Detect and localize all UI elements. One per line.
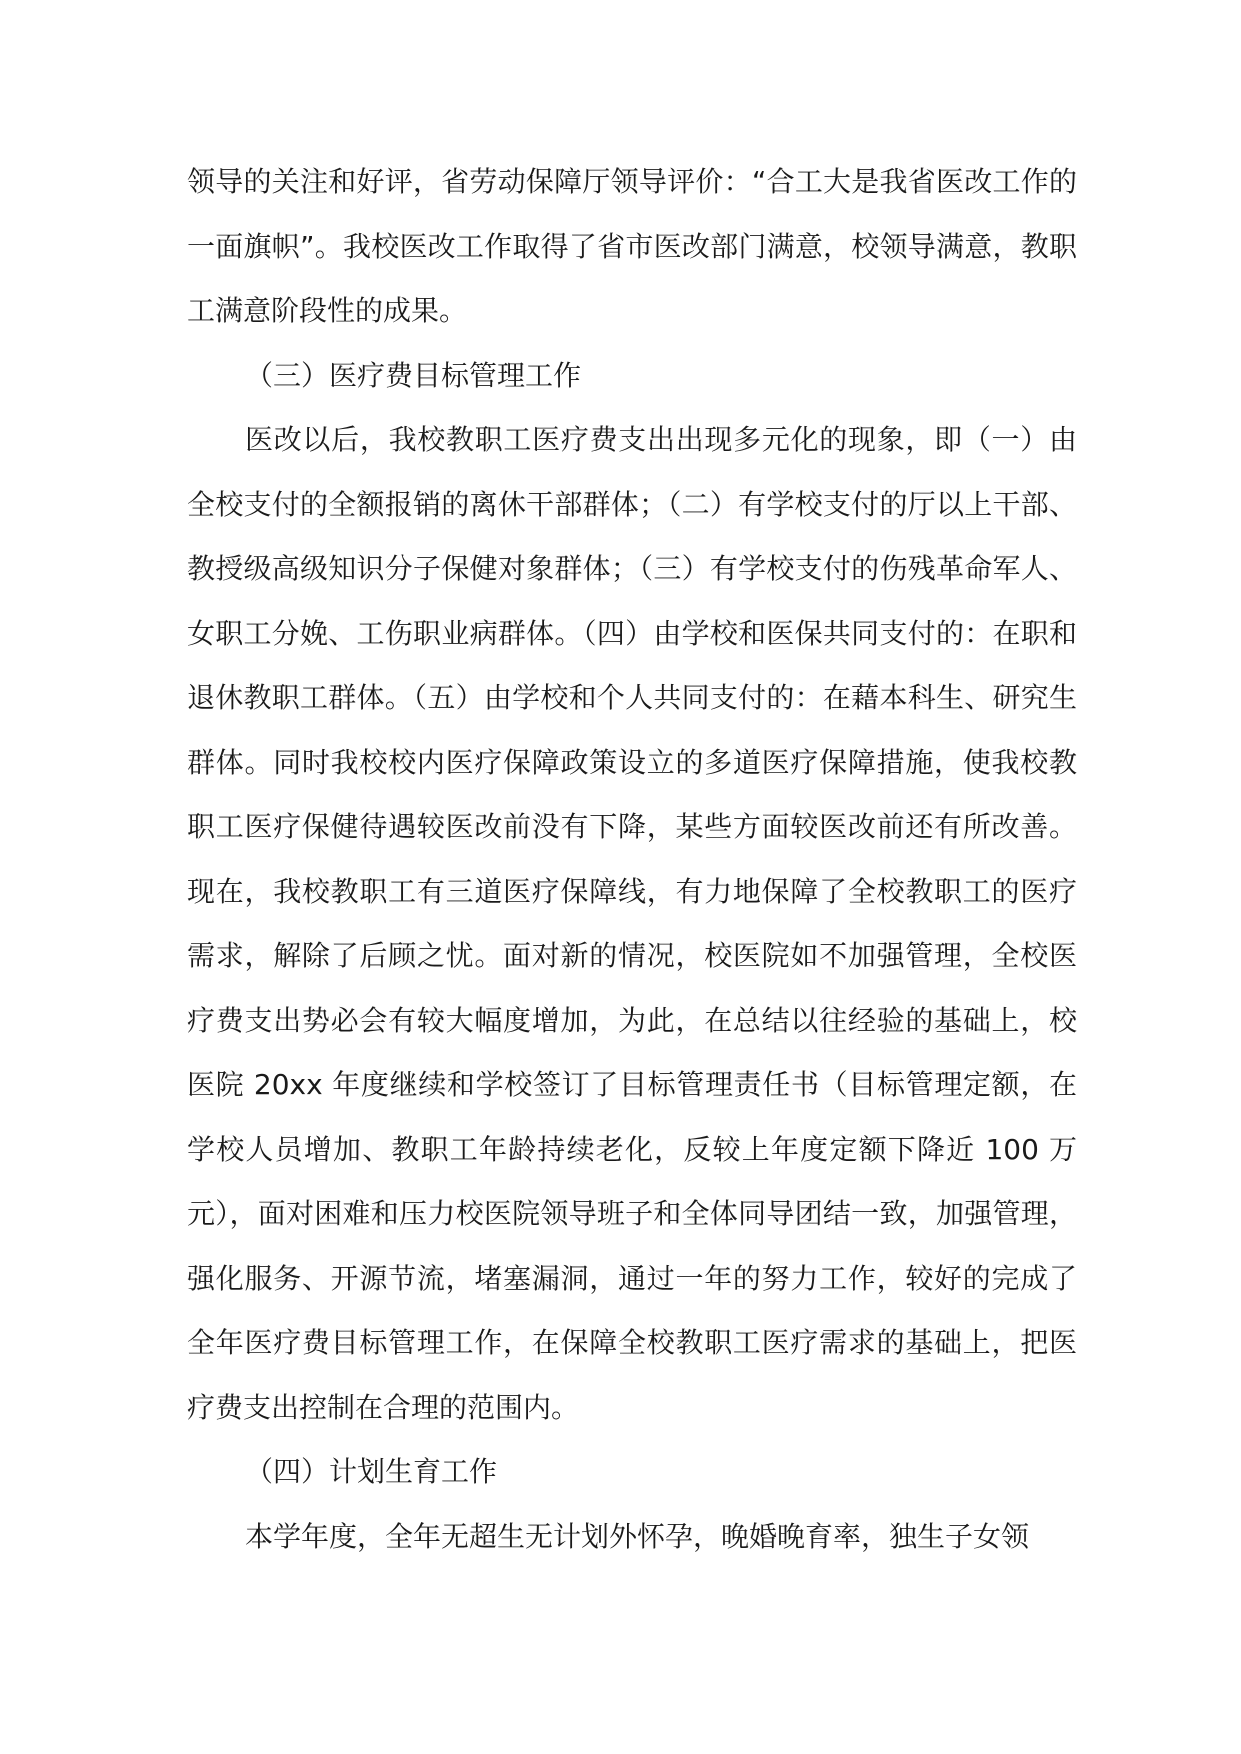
section-heading-three: （三）医疗费目标管理工作 xyxy=(245,358,582,392)
document-body xyxy=(187,150,1077,1569)
paragraph-continuation: 领导的关注和好评，省劳动保障厅领导评价：“合工大是我省医改工作的一面旗帜”。我校医改工作取得了省市医改部门满意，校领导满意，教职工满意阶段性的成果。 xyxy=(187,165,1077,327)
paragraph-family-planning: 本学年度，全年无超生无计划外怀孕，晚婚晚育率，独生子女领 xyxy=(245,1519,1030,1553)
paragraph-medical-cost-management: 医改以后，我校教职工医疗费支出出现多元化的现象，即（一）由全校支付的全额报销的离休干部群体；（二）有学校支付的厅以上干部、教授级高级知识分子保健对象群体；（三）有学校支付的伤残革命军人、女职工分娩、工伤职业病群体。（四）由学校和医保共同支付的：在职和退休教职工群体。（五）由学校和个人共同支付的：在藉本科生、研究生群体。同时我校校内医疗保障政策设立的多道医疗保障措施，使我校教职工医疗保健待遇较医改前没有下降，某些方面较医改前还有所改善。现在，我校教职工有三道医疗保障线，有力地保障了全校教职工的医疗需求，解除了后顾之忧。面对新的情况，校医院如不加强管理，全校医疗费支出势必会有较大幅度增加，为此，在总结以往经验的基础上，校医院 20xx 年度继续和学校签订了目标管理责任书（目标管理定额，在学校人员增加、教职工年龄持续老化，反较上年度定额下降近 100 万元），面对困难和压力校医院领导班子和全体同导团结一致，加强管理，强化服务、开源节流，堵塞漏洞，通过一年的努力工作，较好的完成了全年医疗费目标管理工作，在保障全校教职工医疗需求的基础上，把医疗费支出控制在合理的范围内。 xyxy=(187,423,1077,1424)
section-heading-four: （四）计划生育工作 xyxy=(245,1455,498,1488)
